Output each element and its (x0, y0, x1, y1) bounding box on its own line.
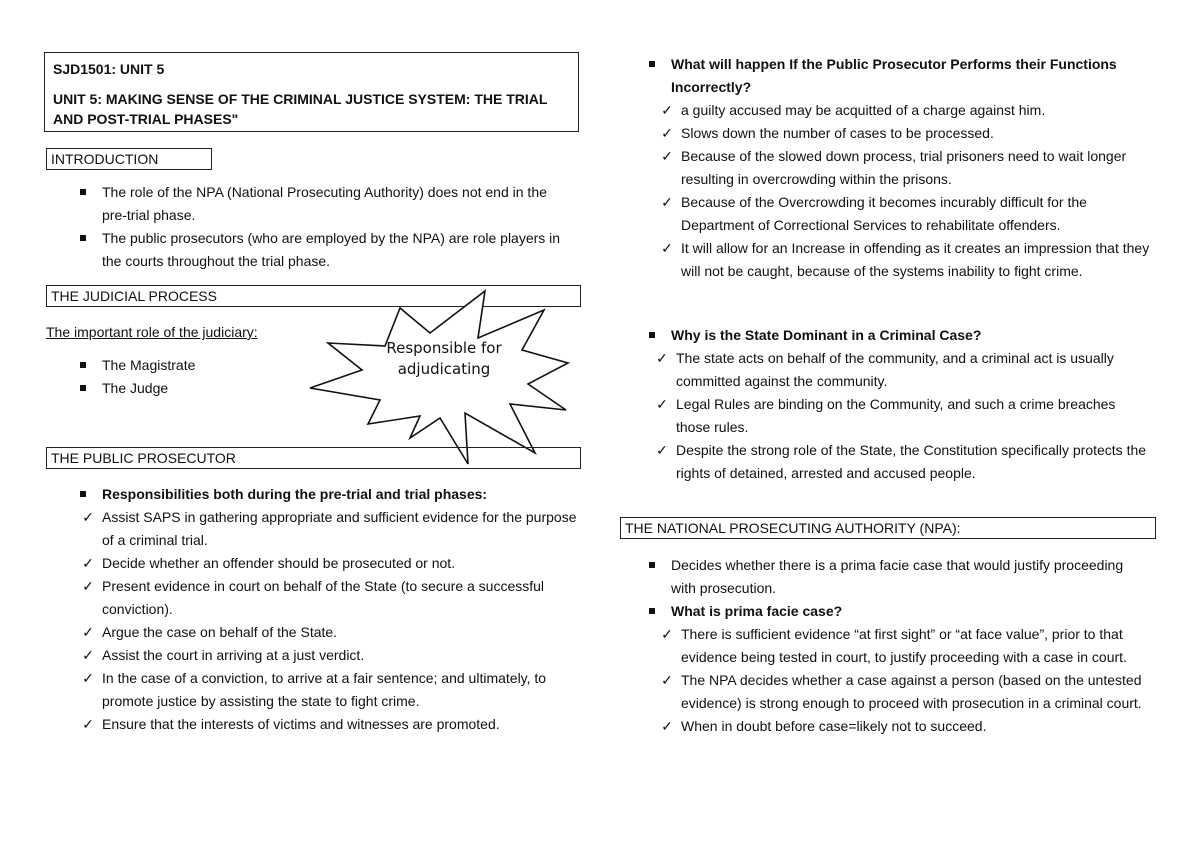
list-item: ✓ There is sufficient evidence “at first sight” or “at face value”, prior to that evidence being tested in court, to justify proceeding with a case in court. (661, 626, 1127, 665)
course-code: SJD1501: UNIT 5 (53, 61, 165, 77)
list-item: ✓ Because of the slowed down process, trial prisoners need to wait longer resulting in overcrowding within the prisons. (661, 148, 1127, 187)
prosecutor-list (82, 483, 577, 736)
introduction-list (102, 181, 572, 273)
list-item: What will happen If the Public Prosecutor Performs their Functions Incorrectly? (671, 53, 1151, 99)
list-item: The public prosecutors (who are employed by the NPA) are role players in the courts throughout the trial phase. (102, 227, 572, 273)
npa-list (661, 623, 1151, 738)
incorrect-list (661, 99, 1151, 283)
dominant-list (656, 347, 1151, 485)
list-item: Responsibilities both during the pre-trial and trial phases: (102, 483, 577, 506)
list-item: ✓ It will allow for an Increase in offending as it creates an impression that they will not be caught, because of the systems inability to fight crime. (661, 240, 1150, 279)
list-item: ✓ Despite the strong role of the State, the Constitution specifically protects the rights of detained, arrested and accused people. (656, 442, 1147, 481)
list-item: ✓ Present evidence in court on behalf of the State (to secure a successful conviction). (82, 578, 545, 617)
list-item: ✓ Argue the case on behalf of the State. (82, 624, 338, 640)
burst-label: Responsible for adjudicating (386, 339, 502, 378)
list-item: ✓ When in doubt before case=likely not to succeed. (661, 718, 987, 734)
list-item: ✓ Decide whether an offender should be prosecuted or not. (82, 555, 456, 571)
dominant-question-list (671, 324, 1151, 347)
npa-heading: THE NATIONAL PROSECUTING AUTHORITY (NPA): (620, 517, 1156, 539)
list-item: ✓ Legal Rules are binding on the Community, and such a crime breaches those rules. (656, 396, 1116, 435)
list-item: ✓ The NPA decides whether a case against a person (based on the untested evidence) is strong enough to proceed with prosecution in a criminal court. (661, 672, 1142, 711)
starburst-callout (300, 288, 590, 466)
list-item: ✓ a guilty accused may be acquitted of a charge against him. (661, 102, 1046, 118)
judicial-heading: THE JUDICIAL PROCESS (46, 285, 581, 307)
list-item: The Magistrate (102, 354, 302, 377)
judiciary-subheading: The important role of the judiciary: (46, 324, 258, 340)
list-item: Why is the State Dominant in a Criminal Case? (671, 324, 1151, 347)
unit-title: UNIT 5: MAKING SENSE OF THE CRIMINAL JUSTICE SYSTEM: THE TRIAL AND POST-TRIAL PHASES" (53, 91, 548, 127)
npa-lead-list (671, 554, 1151, 623)
list-item: Decides whether there is a prima facie case that would justify proceeding with prosecution. (671, 554, 1151, 600)
list-item: The role of the NPA (National Prosecuting Authority) does not end in the pre-trial phase. (102, 181, 572, 227)
list-item: ✓ Assist the court in arriving at a just verdict. (82, 647, 365, 663)
title-box (44, 52, 579, 132)
list-item: ✓ Ensure that the interests of victims and witnesses are promoted. (82, 716, 500, 732)
list-item: ✓ Because of the Overcrowding it becomes incurably difficult for the Department of Correctional Services to rehabilitate offenders. (661, 194, 1087, 233)
list-item: ✓ In the case of a conviction, to arrive at a fair sentence; and ultimately, to promote justice by assisting the state to fight crime. (82, 670, 547, 709)
list-item: ✓ The state acts on behalf of the community, and a criminal act is usually committed against the community. (656, 350, 1114, 389)
prosecutor-heading: THE PUBLIC PROSECUTOR (46, 447, 581, 469)
list-item: What is prima facie case? (671, 600, 1151, 623)
list-item: ✓ Slows down the number of cases to be processed. (661, 125, 994, 141)
list-item: ✓ Assist SAPS in gathering appropriate and sufficient evidence for the purpose of a criminal trial. (82, 509, 577, 548)
introduction-heading: INTRODUCTION (46, 148, 212, 170)
list-item: The Judge (102, 377, 302, 400)
judiciary-list (102, 354, 302, 400)
incorrect-question-list (671, 53, 1151, 99)
